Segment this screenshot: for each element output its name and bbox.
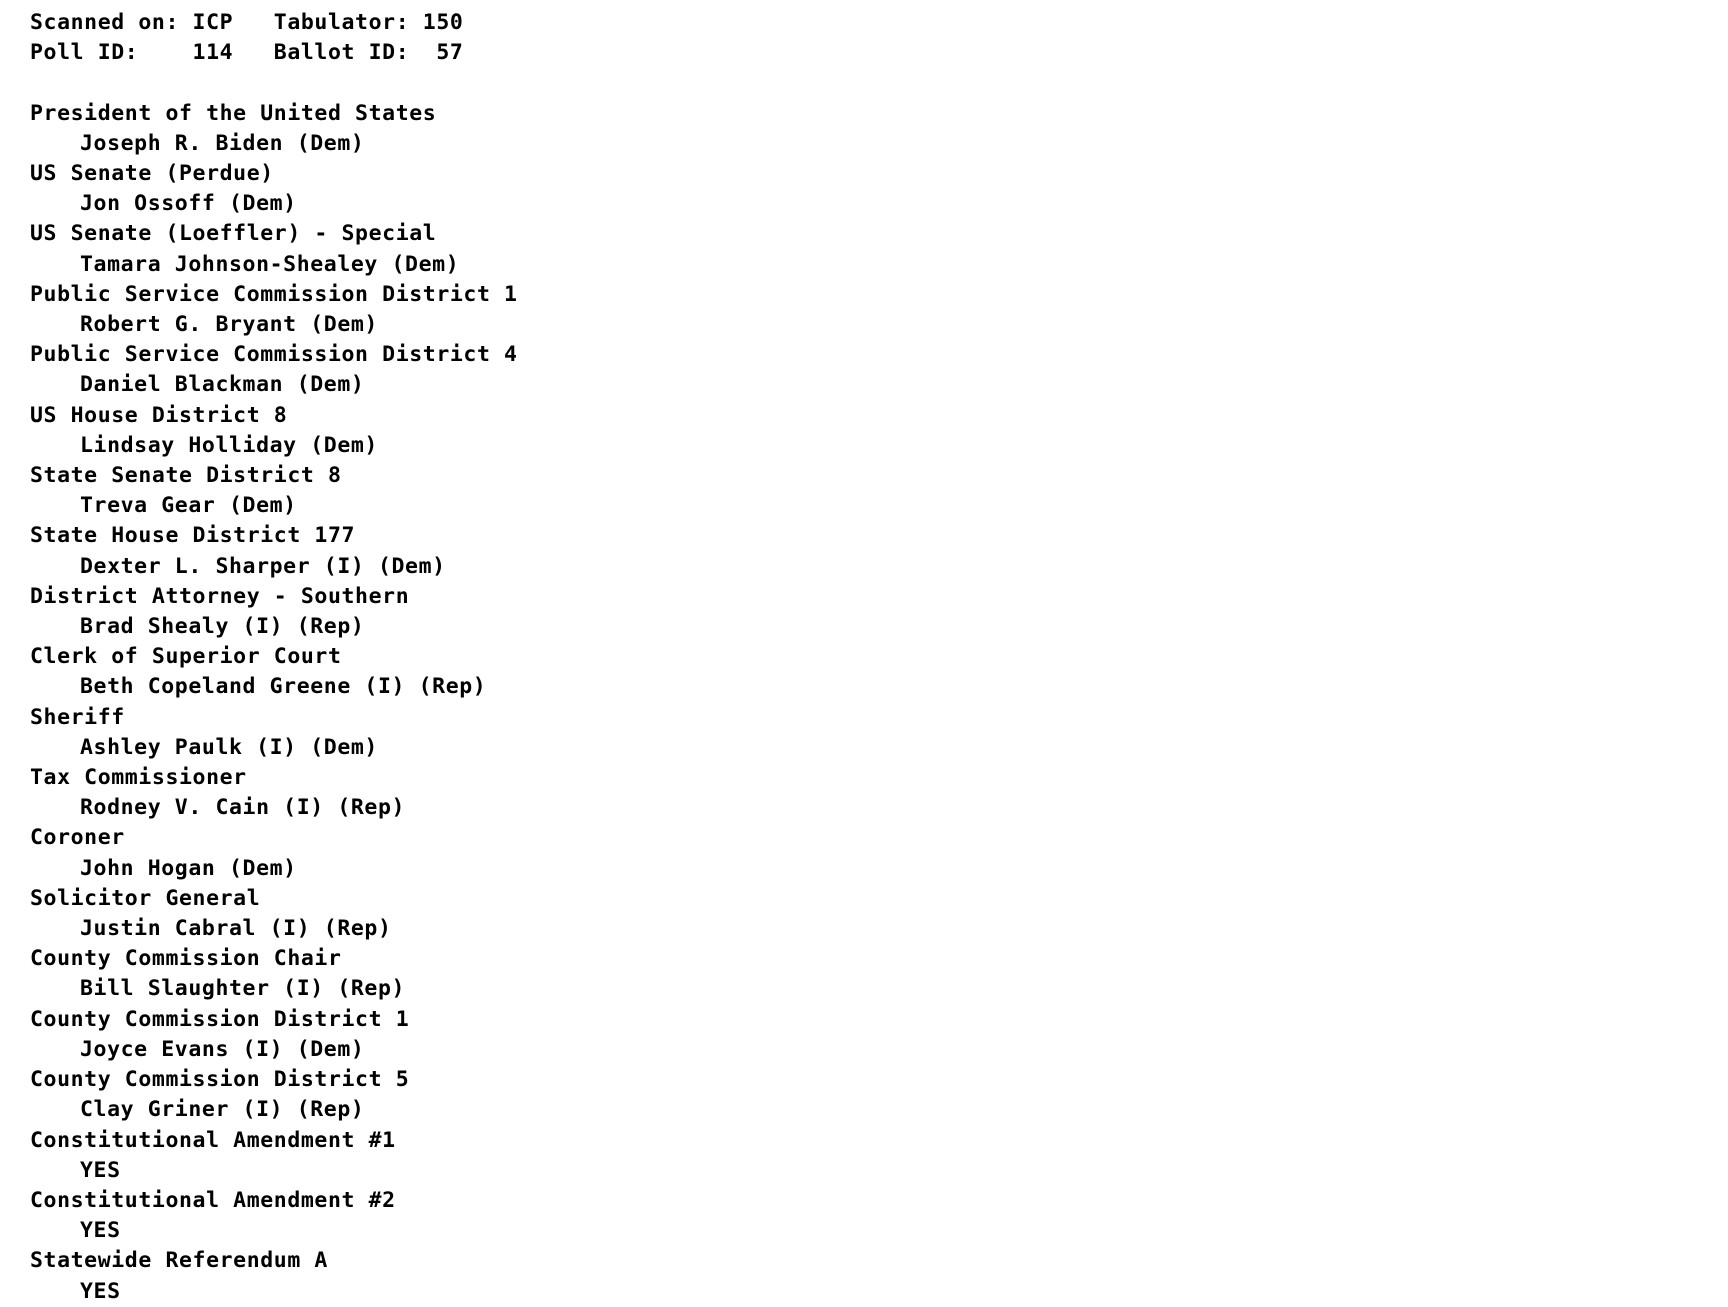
contest-choice: YES [80,1157,121,1183]
contest-title: Tax Commissioner [30,765,247,791]
contest-title: County Commission District 5 [30,1067,410,1093]
contest-choice: Justin Cabral (I) (Rep) [80,916,392,942]
contest-title: Public Service Commission District 4 [30,342,518,368]
contest-title: State Senate District 8 [30,463,342,489]
contest-title: Public Service Commission District 1 [30,281,518,307]
contest-choice: Robert G. Bryant (Dem) [80,312,378,338]
contest-title: US Senate (Loeffler) - Special [30,221,437,247]
contest-choice: Brad Shealy (I) (Rep) [80,614,365,640]
contest-choice: Lindsay Holliday (Dem) [80,432,378,458]
contest-choice: YES [80,1278,121,1304]
contest-title: Constitutional Amendment #1 [30,1127,396,1153]
contest-choice: Treva Gear (Dem) [80,493,297,519]
scan-header-line-1: Scanned on: ICP Tabulator: 150 [30,10,464,35]
contest-choice: Rodney V. Cain (I) (Rep) [80,795,406,821]
contest-list [30,99,1728,1307]
contest-title: Constitutional Amendment #2 [30,1187,396,1213]
contest-choice: Beth Copeland Greene (I) (Rep) [80,674,487,700]
contest-title: Statewide Referendum A [30,1248,328,1274]
contest-title: US House District 8 [30,402,288,428]
contest-title: Solicitor General [30,885,261,911]
contest-choice: Clay Griner (I) (Rep) [80,1097,365,1123]
contest-title: State House District 177 [30,523,356,549]
contest-choice: Dexter L. Sharper (I) (Dem) [80,553,446,579]
contest-title: US Senate (Perdue) [30,161,274,186]
contest-choice: Bill Slaughter (I) (Rep) [80,976,406,1002]
contest-choice: Daniel Blackman (Dem) [80,372,365,398]
contest-choice: YES [80,1218,121,1244]
contest-choice: Joyce Evans (I) (Dem) [80,1036,365,1062]
contest-choice: Tamara Johnson-Shealey (Dem) [80,251,460,277]
contest-choice: John Hogan (Dem) [80,855,297,881]
contest-title: District Attorney - Southern [30,583,410,609]
contest-title: County Commission District 1 [30,1006,410,1032]
contest-title: Sheriff [30,704,125,730]
header-spacer [30,68,1728,98]
contest-title: County Commission Chair [30,946,342,972]
contest-title: President of the United States [30,100,437,126]
contest-choice: Ashley Paulk (I) (Dem) [80,734,378,760]
contest-choice: Jon Ossoff (Dem) [80,191,297,217]
contest-choice: Joseph R. Biden (Dem) [80,130,365,156]
scan-header-line-2: Poll ID: 114 Ballot ID: 57 [30,40,464,66]
contest-title: Coroner [30,825,125,851]
contest-title: Clerk of Superior Court [30,644,342,670]
